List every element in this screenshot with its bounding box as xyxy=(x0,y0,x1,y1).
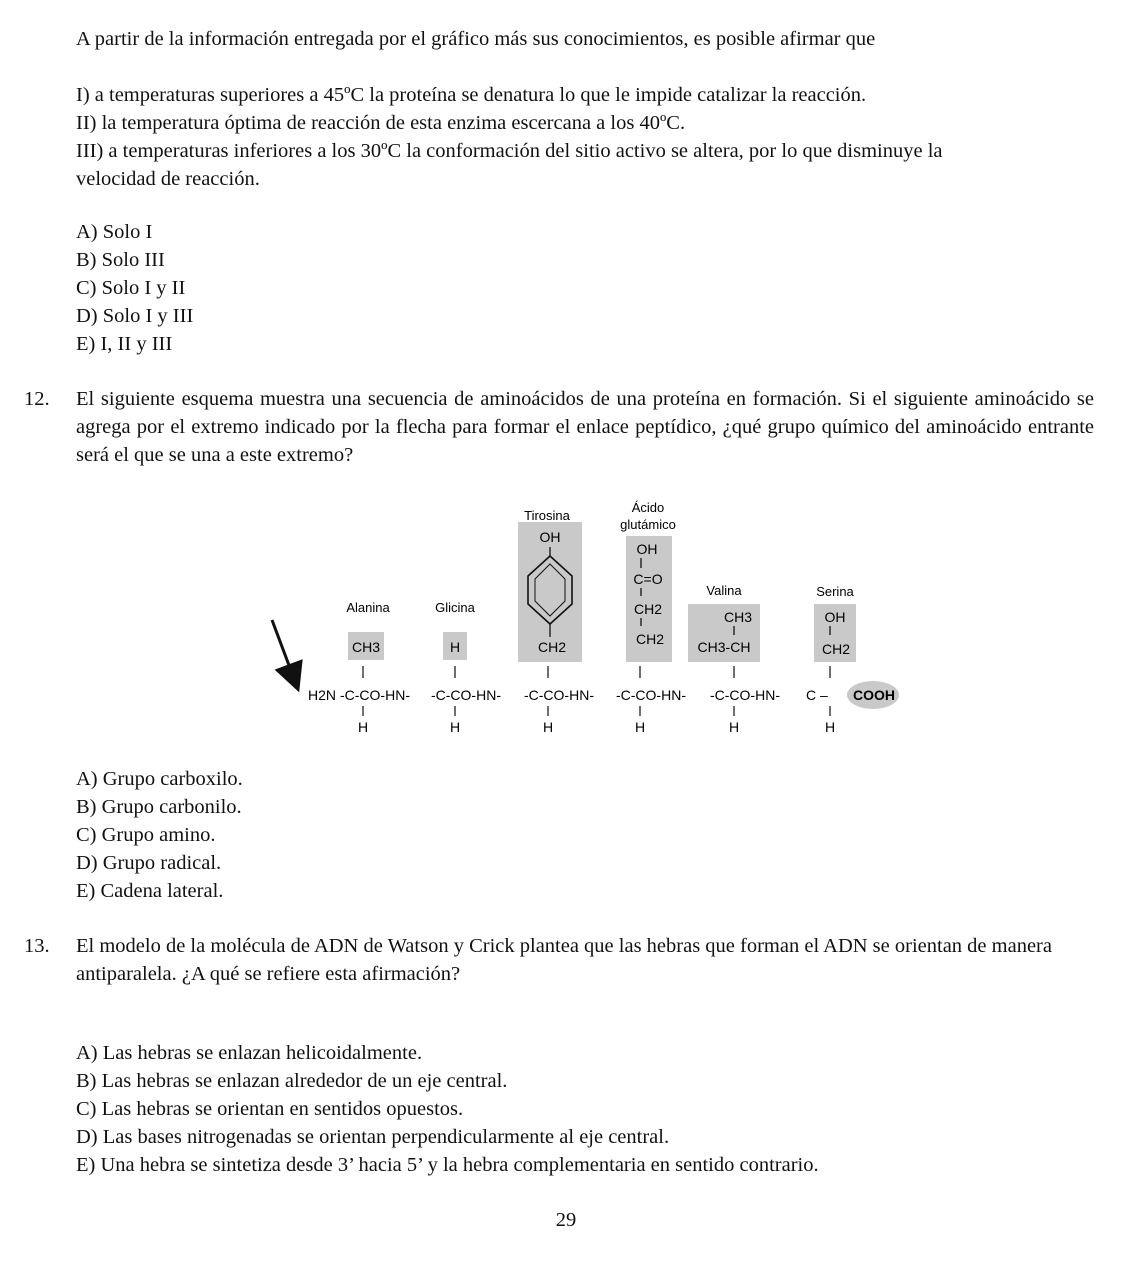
h-2: H xyxy=(449,719,461,735)
backbone-5: -C-CO-HN- xyxy=(710,687,780,703)
label-glutamico: glutámico xyxy=(620,517,676,532)
q12-option-d: D) Grupo radical. xyxy=(76,852,222,874)
q12-option-c: C) Grupo amino. xyxy=(76,824,216,846)
group-tyr-oh: OH xyxy=(539,529,561,545)
label-serina: Serina xyxy=(816,584,854,599)
group-val-ch: CH3-CH xyxy=(697,639,751,655)
q13-number: 13. xyxy=(24,935,50,957)
group-glu-ch2a: CH2 xyxy=(633,601,663,617)
group-ala: CH3 xyxy=(351,639,381,655)
backbone-dash: – xyxy=(820,687,828,703)
amino-end: H2N xyxy=(308,687,337,703)
q12-text: El siguiente esquema muestra una secuencia de aminoácidos de una proteína en formación. Si el siguiente aminoácido se agrega por el extremo indicado por la flecha para formar el enlace peptídico, ¿qué grupo químico del aminoácido entrante será el que se una a este extremo? xyxy=(76,388,1094,466)
group-glu-oh: OH xyxy=(636,541,658,557)
label-valina: Valina xyxy=(706,583,742,598)
h-5: H xyxy=(728,719,740,735)
h-1: H xyxy=(357,719,369,735)
q11-option-a: A) Solo I xyxy=(76,221,153,243)
q12-option-e: E) Cadena lateral. xyxy=(76,880,224,902)
q11-option-d: D) Solo I y III xyxy=(76,305,194,327)
backbone-c-last: C xyxy=(806,687,817,703)
group-ser-oh: OH xyxy=(824,609,846,625)
q13-option-c: C) Las hebras se orientan en sentidos opuestos. xyxy=(76,1098,464,1120)
peptide-diagram xyxy=(260,492,920,742)
statement-2: II) la temperatura óptima de reacción de esta enzima escercana a los 40ºC. xyxy=(76,112,686,134)
group-tyr-ch2: CH2 xyxy=(537,639,567,655)
page-number: 29 xyxy=(555,1209,577,1231)
group-gly: H xyxy=(449,639,461,655)
statement-3-continued: velocidad de reacción. xyxy=(76,168,260,190)
label-acido: Ácido xyxy=(631,500,665,515)
q13-option-d: D) Las bases nitrogenadas se orientan perpendicularmente al eje central. xyxy=(76,1126,670,1148)
q13-option-a: A) Las hebras se enlazan helicoidalmente. xyxy=(76,1042,423,1064)
q13-option-b: B) Las hebras se enlazan alrededor de un eje central. xyxy=(76,1070,508,1092)
q12-number: 12. xyxy=(24,388,50,410)
q11-option-c: C) Solo I y II xyxy=(76,277,186,299)
group-ser-ch2: CH2 xyxy=(821,641,851,657)
q12-option-a: A) Grupo carboxilo. xyxy=(76,768,243,790)
h-6: H xyxy=(824,719,836,735)
group-glu-ch2b: CH2 xyxy=(635,631,665,647)
q11-option-e: E) I, II y III xyxy=(76,333,173,355)
label-alanina: Alanina xyxy=(346,600,390,615)
label-glicina: Glicina xyxy=(435,600,475,615)
arrow-icon xyxy=(272,620,296,684)
carboxyl-end: COOH xyxy=(853,687,895,703)
q11-option-b: B) Solo III xyxy=(76,249,165,271)
label-tirosina: Tirosina xyxy=(524,508,570,523)
backbone-3: -C-CO-HN- xyxy=(524,687,594,703)
backbone-4: -C-CO-HN- xyxy=(616,687,686,703)
q13-option-e: E) Una hebra se sintetiza desde 3’ hacia 5’ y la hebra complementaria en sentido contrario. xyxy=(76,1154,819,1176)
backbone-2: -C-CO-HN- xyxy=(431,687,501,703)
h-3: H xyxy=(542,719,554,735)
statement-3: III) a temperaturas inferiores a los 30ºC la conformación del sitio activo se altera, por lo que disminuye la xyxy=(76,140,943,162)
q12-option-b: B) Grupo carbonilo. xyxy=(76,796,242,818)
group-val-ch3: CH3 xyxy=(723,609,753,625)
group-glu-co: C=O xyxy=(633,571,663,587)
backbone-1: -C-CO-HN- xyxy=(340,687,410,703)
intro-text: A partir de la información entregada por el gráfico más sus conocimientos, es posible afirmar que xyxy=(76,28,876,50)
h-4: H xyxy=(634,719,646,735)
q13-text: El modelo de la molécula de ADN de Watson y Crick plantea que las hebras que forman el ADN se orientan de manera antiparalela. ¿A qué se refiere esta afirmación? xyxy=(76,935,1052,985)
statement-1: I) a temperaturas superiores a 45ºC la proteína se denatura lo que le impide catalizar la reacción. xyxy=(76,84,867,106)
